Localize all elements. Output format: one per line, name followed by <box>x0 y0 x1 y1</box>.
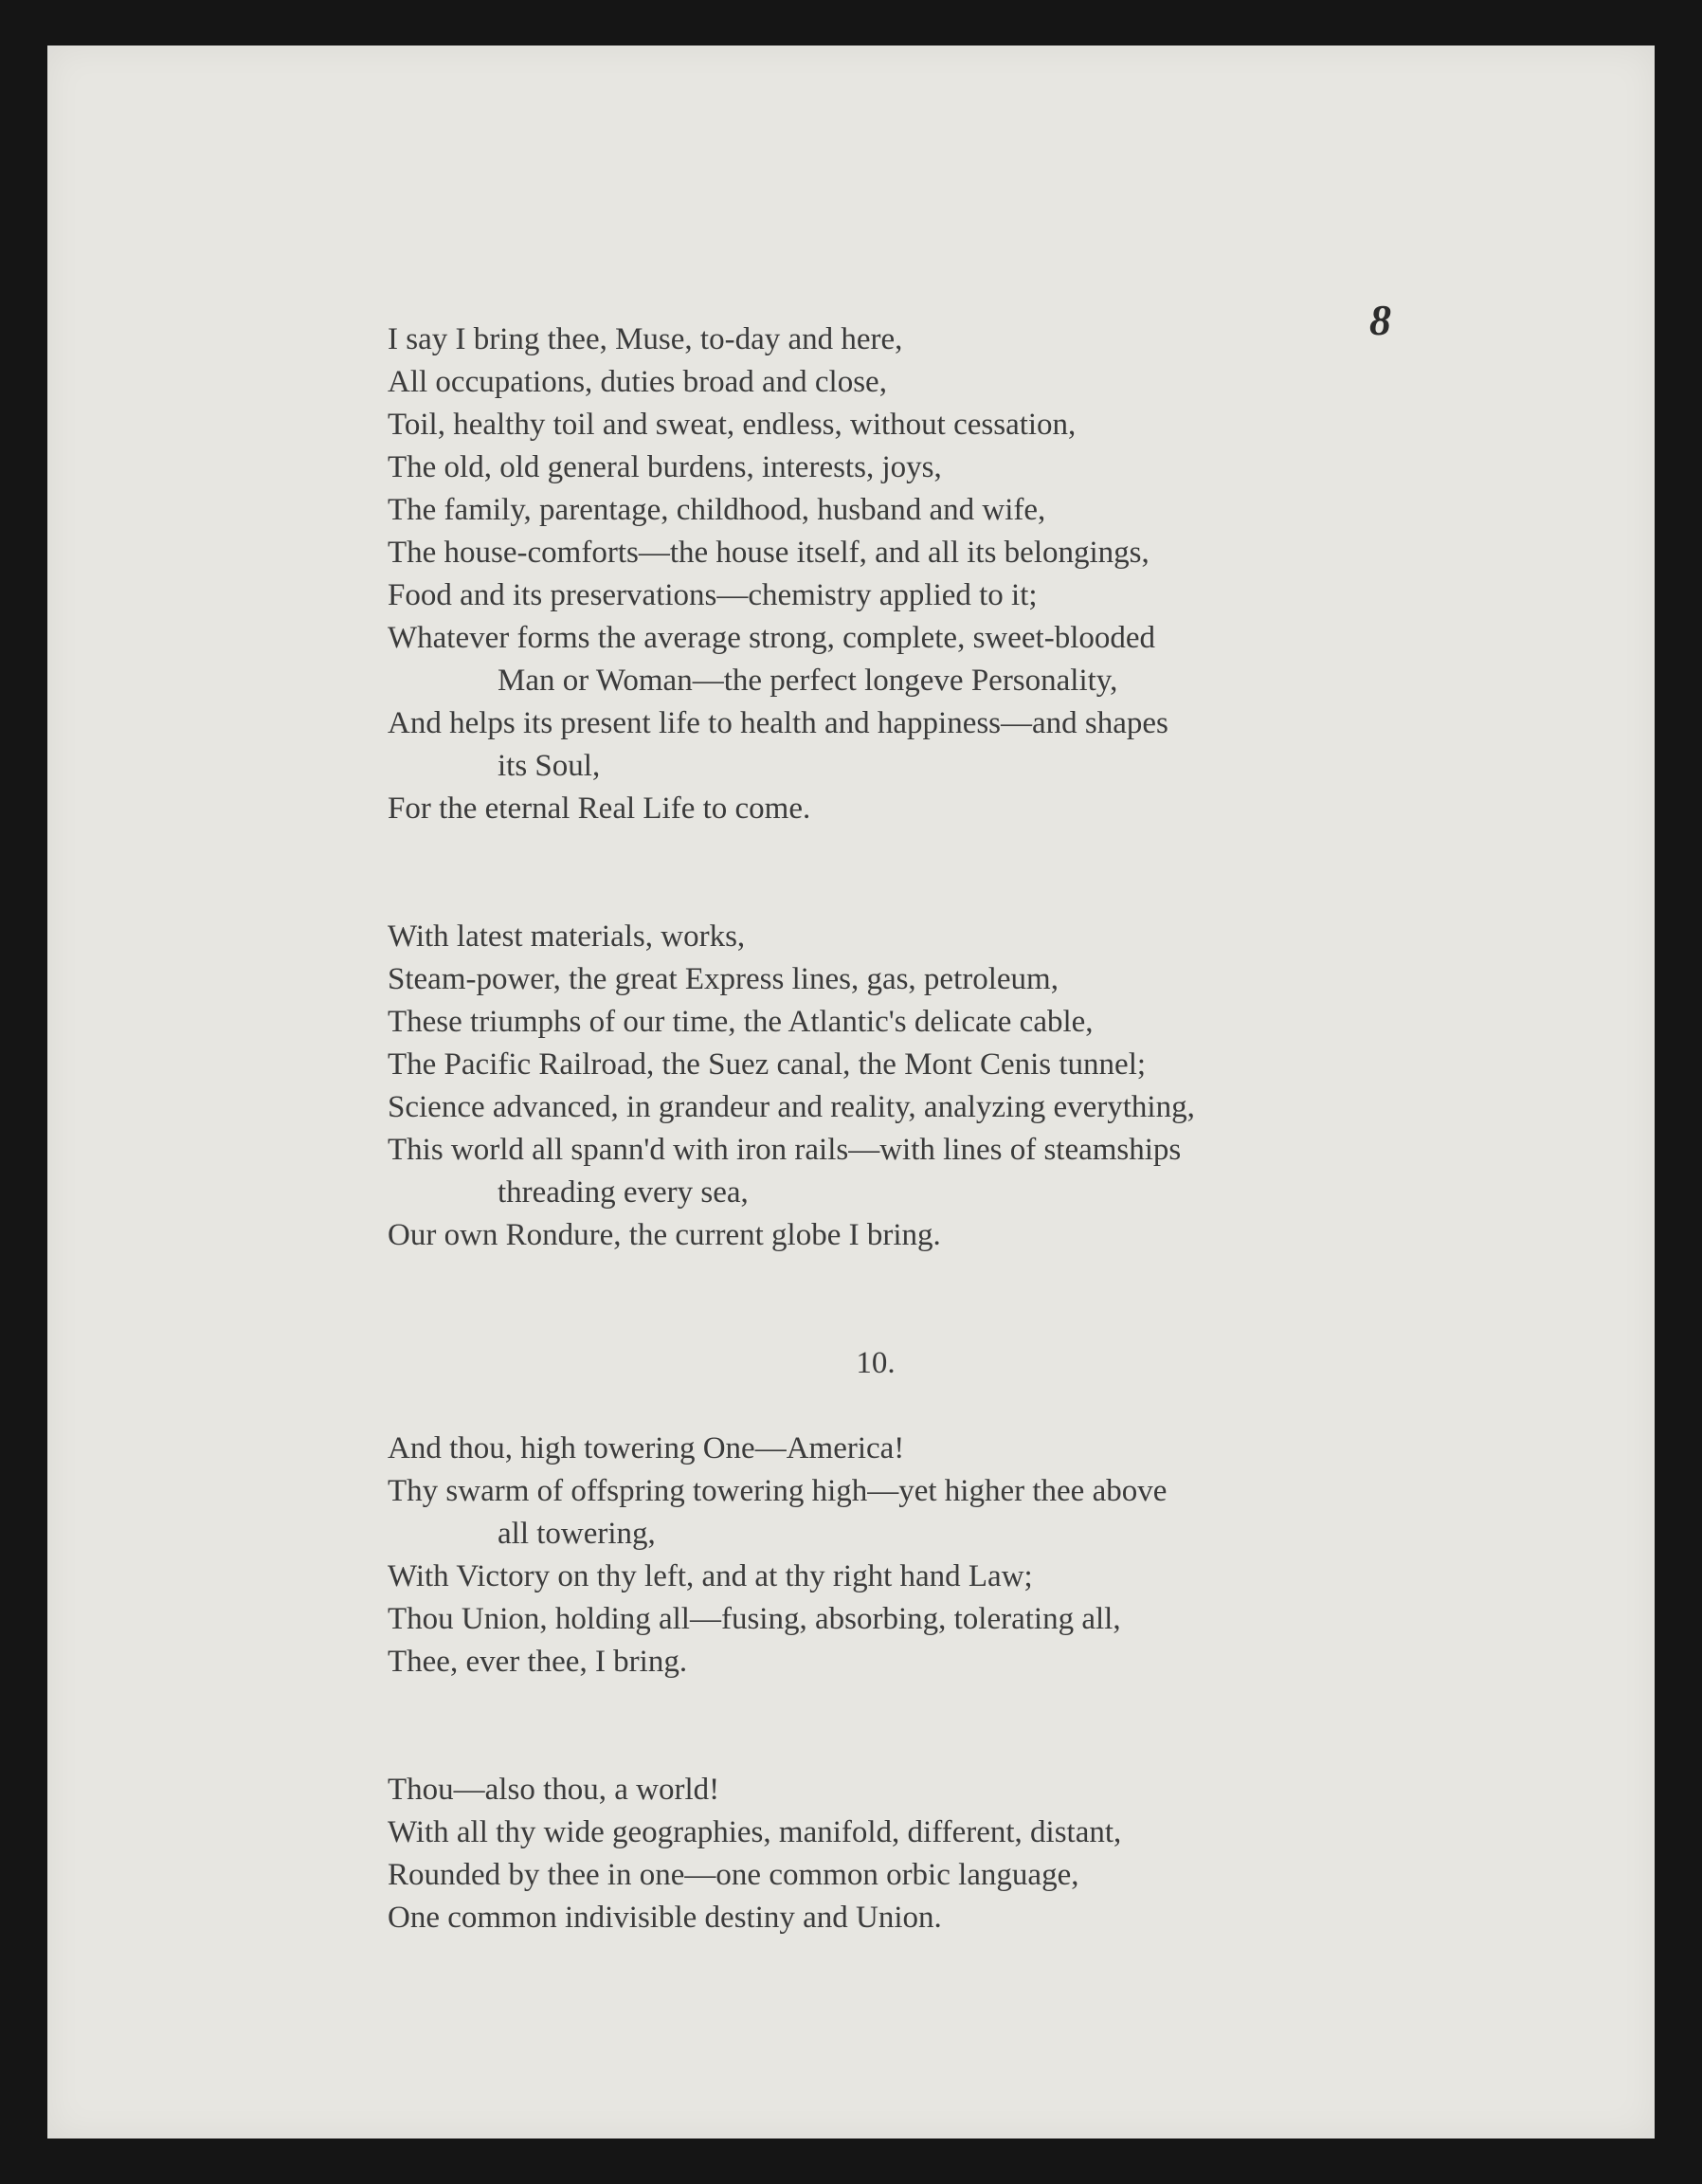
poem-line: The family, parentage, childhood, husband and wife, <box>388 493 1046 527</box>
poem-line: The old, old general burdens, interests, joys, <box>388 450 942 484</box>
page-number: 8 <box>1369 296 1391 344</box>
poem-line-continuation: threading every sea, <box>498 1175 749 1210</box>
poem-line: Thou—also thou, a world! <box>388 1773 720 1807</box>
poem-line: All occupations, duties broad and close, <box>388 365 887 399</box>
poem-line: Thou Union, holding all—fusing, absorbing, tolerating all, <box>388 1602 1121 1636</box>
stanza-gap <box>388 1257 1364 1342</box>
poem-line: One common indivisible destiny and Union. <box>388 1901 942 1935</box>
poem-line-continuation: Man or Woman—the perfect longeve Personality, <box>498 664 1118 698</box>
poem-line: Food and its preservations—chemistry applied to it; <box>388 578 1038 612</box>
poem-line: With all thy wide geographies, manifold, different, distant, <box>388 1815 1122 1849</box>
poem-line-continuation: its Soul, <box>498 749 601 783</box>
poem-line: For the eternal Real Life to come. <box>388 792 811 826</box>
stanza-gap <box>388 830 1364 916</box>
poem-line: Thy swarm of offspring towering high—yet higher thee above <box>388 1474 1168 1508</box>
section-number: 10. <box>856 1346 896 1380</box>
stanza-3 <box>388 1342 1364 1684</box>
stanza-4 <box>388 1769 1364 1939</box>
poem-line: The house-comforts—the house itself, and all its belongings, <box>388 536 1150 570</box>
poem-line: Toil, healthy toil and sweat, endless, without cessation, <box>388 408 1077 442</box>
poem-line: Whatever forms the average strong, complete, sweet-blooded <box>388 621 1156 655</box>
stanza-gap <box>388 1684 1364 1769</box>
poem-line: With latest materials, works, <box>388 919 746 954</box>
poem-line-continuation: all towering, <box>498 1517 656 1551</box>
poem-line: Rounded by thee in one—one common orbic language, <box>388 1858 1079 1892</box>
poem-line: I say I bring thee, Muse, to-day and here, <box>388 322 903 356</box>
poem-line: With Victory on thy left, and at thy right hand Law; <box>388 1559 1033 1593</box>
poem-line: This world all spann'd with iron rails—with lines of steamships <box>388 1133 1182 1167</box>
poem-body <box>388 318 1364 1939</box>
poem-line: Science advanced, in grandeur and reality, analyzing everything, <box>388 1090 1195 1124</box>
poem-line: The Pacific Railroad, the Suez canal, the Mont Cenis tunnel; <box>388 1047 1147 1082</box>
poem-line: These triumphs of our time, the Atlantic's delicate cable, <box>388 1005 1094 1039</box>
poem-line: Steam-power, the great Express lines, gas, petroleum, <box>388 962 1059 996</box>
poem-line: And thou, high towering One—America! <box>388 1431 905 1465</box>
stanza-2 <box>388 916 1364 1257</box>
poem-line: And helps its present life to health and happiness—and shapes <box>388 706 1168 740</box>
poem-line: Our own Rondure, the current globe I bring. <box>388 1218 941 1252</box>
section-gap <box>388 1385 1364 1428</box>
poem-line: Thee, ever thee, I bring. <box>388 1645 688 1679</box>
stanza-1 <box>388 318 1364 830</box>
